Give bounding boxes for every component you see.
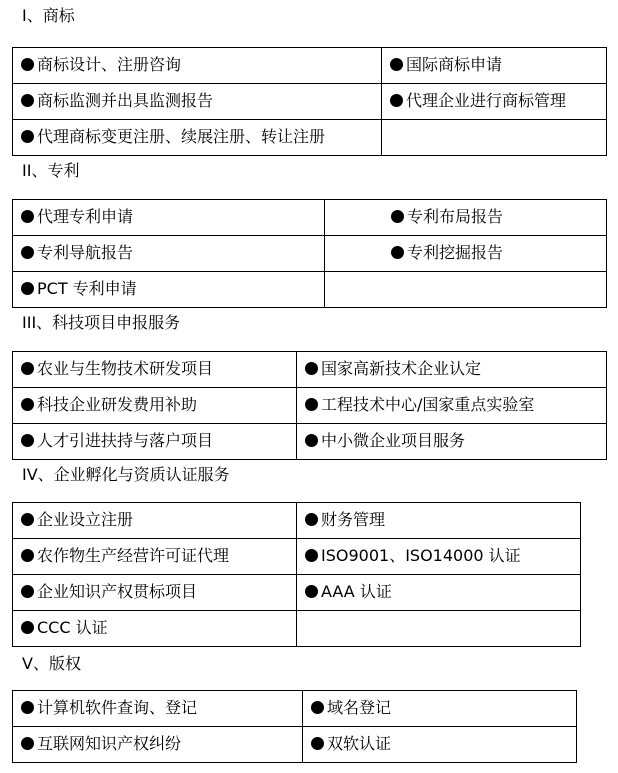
patent-services-table [12, 199, 607, 308]
table-row [13, 424, 607, 460]
table-cell: 商标监测并出具监测报告 [13, 84, 382, 120]
table-cell-empty [325, 272, 607, 308]
table-cell: 企业设立注册 [13, 503, 297, 539]
bullet-icon [21, 210, 34, 223]
table-cell: ISO9001、ISO14000 认证 [297, 539, 581, 575]
table-row [13, 236, 607, 272]
bullet-icon [21, 434, 34, 447]
table-row [13, 691, 577, 727]
table-cell: 专利导航报告 [13, 236, 325, 272]
table-row [13, 388, 607, 424]
section-title-tech-projects: III、科技项目申报服务 [22, 313, 181, 332]
table-cell: AAA 认证 [297, 575, 581, 611]
bullet-icon [390, 94, 403, 107]
table-cell-empty [297, 611, 581, 647]
table-row [13, 48, 607, 84]
table-row [13, 539, 581, 575]
bullet-icon [305, 513, 318, 526]
table-cell: 代理专利申请 [13, 200, 325, 236]
bullet-icon [21, 362, 34, 375]
table-cell: 财务管理 [297, 503, 581, 539]
copyright-services-table [12, 690, 577, 763]
table-row [13, 503, 581, 539]
table-cell: 中小微企业项目服务 [297, 424, 607, 460]
table-cell: 国家高新技术企业认定 [297, 352, 607, 388]
section-title-incubation: IV、企业孵化与资质认证服务 [22, 465, 230, 484]
section-title-trademark: I、商标 [22, 6, 75, 25]
bullet-icon [21, 621, 34, 634]
bullet-icon [305, 362, 318, 375]
table-cell: 代理企业进行商标管理 [382, 84, 607, 120]
bullet-icon [21, 513, 34, 526]
table-cell: 双软认证 [303, 727, 577, 763]
table-cell: 域名登记 [303, 691, 577, 727]
bullet-icon [305, 585, 318, 598]
bullet-icon [21, 585, 34, 598]
table-cell: 企业知识产权贯标项目 [13, 575, 297, 611]
bullet-icon [21, 58, 34, 71]
table-cell: 专利挖掘报告 [325, 236, 607, 272]
table-cell: 专利布局报告 [325, 200, 607, 236]
table-cell: 计算机软件查询、登记 [13, 691, 303, 727]
bullet-icon [21, 282, 34, 295]
bullet-icon [21, 737, 34, 750]
table-row [13, 200, 607, 236]
bullet-icon [305, 434, 318, 447]
section-title-patent: II、专利 [22, 161, 80, 180]
bullet-icon [305, 549, 318, 562]
table-cell: 人才引进扶持与落户项目 [13, 424, 297, 460]
table-row [13, 611, 581, 647]
bullet-icon [21, 94, 34, 107]
bullet-icon [21, 701, 34, 714]
bullet-icon [21, 549, 34, 562]
bullet-icon [311, 737, 324, 750]
trademark-services-table [12, 47, 607, 156]
table-row [13, 575, 581, 611]
table-row [13, 352, 607, 388]
bullet-icon [391, 210, 404, 223]
table-row [13, 272, 607, 308]
bullet-icon [390, 58, 403, 71]
bullet-icon [305, 398, 318, 411]
table-cell: 农作物生产经营许可证代理 [13, 539, 297, 575]
bullet-icon [21, 130, 34, 143]
bullet-icon [21, 398, 34, 411]
tech-project-services-table [12, 351, 607, 460]
table-cell: 商标设计、注册咨询 [13, 48, 382, 84]
table-cell: 农业与生物技术研发项目 [13, 352, 297, 388]
table-cell: 工程技术中心/国家重点实验室 [297, 388, 607, 424]
bullet-icon [391, 246, 404, 259]
section-title-copyright: V、版权 [22, 654, 81, 673]
table-cell: 互联网知识产权纠纷 [13, 727, 303, 763]
table-cell: 科技企业研发费用补助 [13, 388, 297, 424]
table-cell: 代理商标变更注册、续展注册、转让注册 [13, 120, 382, 156]
table-cell-empty [382, 120, 607, 156]
table-cell: 国际商标申请 [382, 48, 607, 84]
table-row [13, 84, 607, 120]
bullet-icon [311, 701, 324, 714]
table-row [13, 727, 577, 763]
table-row [13, 120, 607, 156]
table-cell: CCC 认证 [13, 611, 297, 647]
incubation-services-table [12, 502, 581, 647]
table-cell: PCT 专利申请 [13, 272, 325, 308]
bullet-icon [21, 246, 34, 259]
